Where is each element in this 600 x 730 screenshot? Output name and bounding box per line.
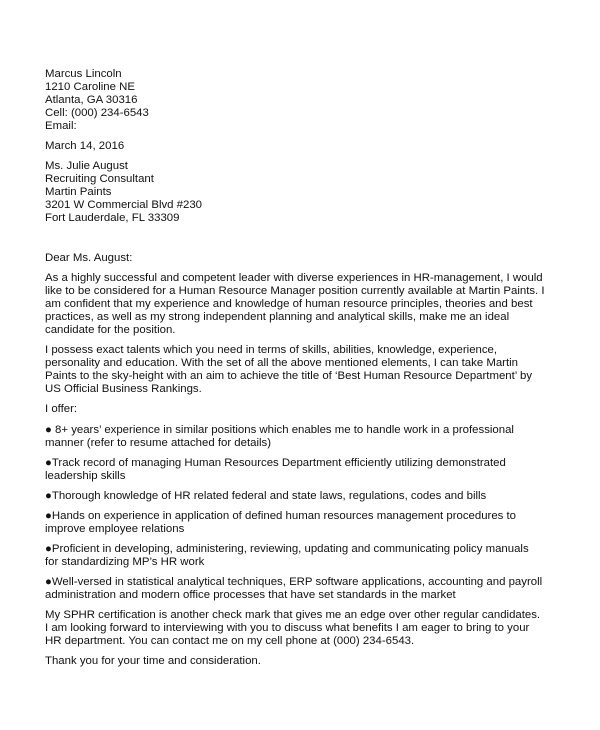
- text-line: ●Proficient in developing, administering, reviewing, updating and communicating policy manuals: [45, 543, 529, 555]
- recipient-name: Ms. Julie August: [45, 160, 128, 172]
- text-line: practices, as well as my strong independent planning and analytical skills, make me an ideal: [45, 311, 510, 323]
- recipient-street: 3201 W Commercial Blvd #230: [45, 199, 203, 211]
- text-line: ●Well-versed in statistical analytical techniques, ERP software applications, accounting and payroll: [45, 576, 543, 588]
- text-line: manner (refer to resume attached for details): [45, 437, 272, 449]
- text-line: for standardizing MP’s HR work: [45, 555, 205, 568]
- sender-address: [45, 68, 149, 133]
- date-text: March 14, 2016: [45, 140, 125, 152]
- salutation-text: Dear Ms. August:: [45, 252, 133, 264]
- sender-email: Email:: [45, 120, 77, 132]
- text-line: ●Thorough knowledge of HR related federal and state laws, regulations, codes and bills: [45, 490, 487, 502]
- text-line: I am looking forward to interviewing with you to discuss what benefits I am eager to bring to your: [45, 622, 530, 634]
- text-line: ●Hands on experience in application of defined human resources management procedures to: [45, 510, 517, 522]
- paragraph-2: [45, 344, 532, 396]
- recipient-city: Fort Lauderdale, FL 33309: [45, 212, 180, 224]
- sender-cell: Cell: (000) 234-6543: [45, 107, 149, 119]
- letter-date: [45, 140, 124, 153]
- text-line: like to be considered for a Human Resource Manager position currently available at Martin Paints. I: [45, 285, 545, 297]
- bullet-item: [45, 424, 514, 450]
- bullet-item: [45, 457, 506, 483]
- text-line: improve employee relations: [45, 523, 185, 535]
- offer-intro-text: I offer:: [45, 403, 78, 415]
- text-line: ● 8+ years’ experience in similar positions which enables me to handle work in a professional: [45, 424, 514, 436]
- paragraph-1: [45, 272, 545, 337]
- closing: [45, 655, 261, 668]
- text-line: I possess exact talents which you need in terms of skills, abilities, knowledge, experience,: [45, 344, 498, 356]
- text-line: US Official Business Rankings.: [45, 383, 202, 395]
- sender-city: Atlanta, GA 30316: [45, 94, 138, 106]
- text-line: As a highly successful and competent leader with diverse experiences in HR-management, I would: [45, 272, 543, 284]
- recipient-title: Recruiting Consultant: [45, 173, 154, 185]
- text-line: My SPHR certification is another check mark that gives me an edge over other regular candidates.: [45, 609, 541, 621]
- bullet-item: [45, 576, 542, 602]
- text-line: leadership skills: [45, 470, 126, 482]
- text-line: am confident that my experience and knowledge of human resource principles, theories and best: [45, 298, 533, 310]
- bullet-item: [45, 510, 516, 536]
- salutation: [45, 252, 132, 265]
- bullet-item: [45, 543, 529, 568]
- text-line: ●Track record of managing Human Resources Department efficiently utilizing demonstrated: [45, 457, 506, 469]
- text-line: personality and education. With the set of all the above mentioned elements, I can take Martin: [45, 357, 518, 369]
- text-line: Paints to the sky-height with an aim to achieve the title of ‘Best Human Resource Department’ by: [45, 370, 533, 382]
- text-line: HR department. You can contact me on my cell phone at (000) 234-6543.: [45, 635, 415, 647]
- recipient-address: [45, 160, 202, 225]
- bullet-item: [45, 490, 486, 503]
- paragraph-3: [45, 609, 540, 648]
- sender-street: 1210 Caroline NE: [45, 81, 135, 93]
- offer-intro: [45, 403, 77, 416]
- text-line: candidate for the position.: [45, 324, 176, 336]
- text-line: administration and modern office processes that have set standards in the market: [45, 589, 456, 601]
- recipient-company: Martin Paints: [45, 186, 112, 198]
- closing-text: Thank you for your time and consideration.: [45, 655, 261, 667]
- sender-name: Marcus Lincoln: [45, 68, 122, 80]
